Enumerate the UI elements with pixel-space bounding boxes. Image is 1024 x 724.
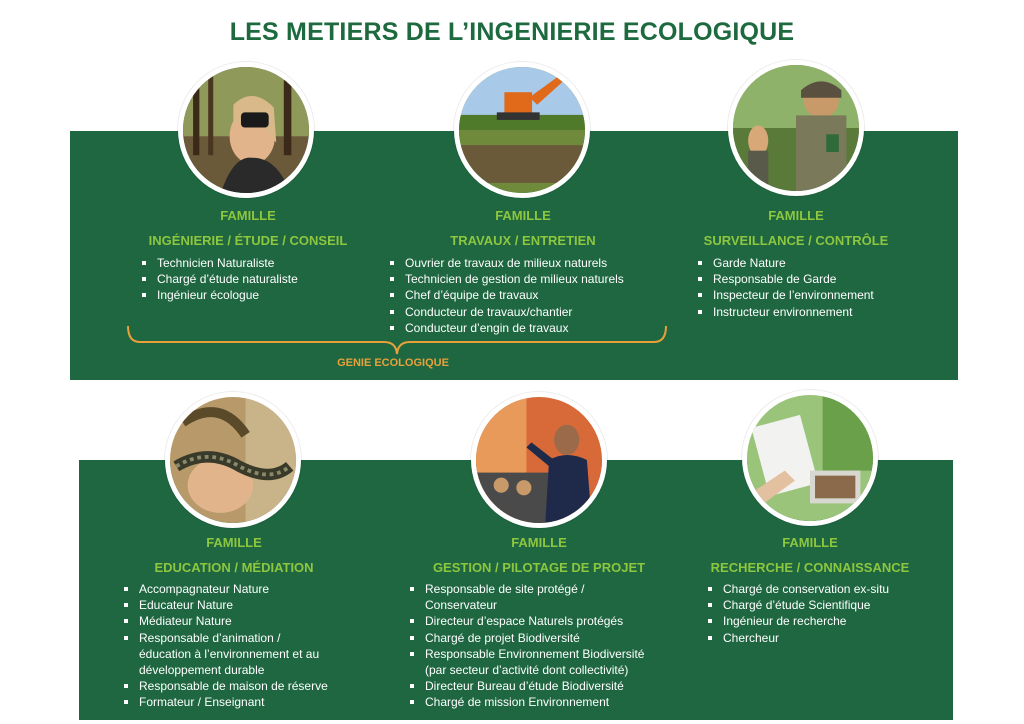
list-item: Directeur Bureau d’étude Biodiversité — [408, 678, 644, 694]
list-item: Chargé de conservation ex-situ — [706, 581, 889, 597]
job-list-recherche — [706, 581, 889, 646]
list-item: Chargé d’étude naturaliste — [140, 271, 298, 287]
list-item: Ingénieur écologue — [140, 287, 298, 303]
family-name: SURVEILLANCE / CONTRÔLE — [703, 233, 889, 248]
list-item: Chercheur — [706, 630, 889, 646]
family-label: FAMILLE — [206, 535, 262, 550]
family-heading-ingenierie — [128, 208, 368, 249]
list-item: Conducteur d’engin de travaux — [388, 320, 624, 336]
list-item: Responsable de site protégé / — [408, 581, 644, 597]
family-name: TRAVAUX / ENTRETIEN — [450, 233, 596, 248]
family-label: FAMILLE — [495, 208, 551, 223]
photo-speaker — [471, 392, 607, 528]
list-item: Chargé d’étude Scientifique — [706, 597, 889, 613]
family-heading-recherche — [690, 535, 930, 576]
photo-researcher — [742, 390, 878, 526]
list-item: Inspecteur de l’environnement — [696, 287, 874, 303]
page-title: LES METIERS DE L’INGENIERIE ECOLOGIQUE — [229, 18, 795, 46]
family-name: INGÉNIERIE / ÉTUDE / CONSEIL — [148, 233, 348, 248]
list-item: Ingénieur de recherche — [706, 613, 889, 629]
list-item: Responsable de Garde — [696, 271, 874, 287]
family-heading-gestion — [416, 535, 662, 576]
list-item: Chargé de mission Environnement — [408, 694, 644, 710]
family-heading-surveillance — [676, 208, 916, 249]
family-name: EDUCATION / MÉDIATION — [154, 560, 314, 575]
family-label: FAMILLE — [511, 535, 567, 550]
list-item: éducation à l’environnement et au — [139, 646, 320, 661]
list-item: Médiateur Nature — [122, 613, 328, 629]
list-item: développement durable — [139, 663, 265, 678]
list-item: Instructeur environnement — [696, 304, 874, 320]
photo-ranger — [728, 60, 864, 196]
list-item: Chargé de projet Biodiversité — [408, 630, 644, 646]
family-heading-travaux — [400, 208, 646, 249]
photo-excavator — [454, 62, 590, 198]
list-item: Responsable de maison de réserve — [122, 678, 328, 694]
job-list-ingenierie — [140, 255, 298, 304]
list-item: Responsable Environnement Biodiversité — [408, 646, 644, 662]
list-item: Conservateur — [425, 598, 498, 613]
genie-brace — [126, 322, 668, 356]
job-list-surveillance — [696, 255, 874, 320]
family-name: RECHERCHE / CONNAISSANCE — [710, 560, 910, 575]
family-label: FAMILLE — [782, 535, 838, 550]
list-item: Garde Nature — [696, 255, 874, 271]
list-item: Ouvrier de travaux de milieux naturels — [388, 255, 624, 271]
family-heading-education — [114, 535, 354, 576]
list-item: Technicien Naturaliste — [140, 255, 298, 271]
job-list-education — [122, 581, 328, 711]
family-label: FAMILLE — [768, 208, 824, 223]
photo-binoculars — [178, 62, 314, 198]
list-item: (par secteur d’activité dont collectivité) — [425, 663, 629, 678]
list-item: Technicien de gestion de milieux naturels — [388, 271, 624, 287]
list-item: Formateur / Enseignant — [122, 694, 328, 710]
list-item: Accompagnateur Nature — [122, 581, 328, 597]
list-item: Directeur d’espace Naturels protégés — [408, 613, 644, 629]
list-item: Educateur Nature — [122, 597, 328, 613]
genie-ecologique-label: GENIE ECOLOGIQUE — [337, 357, 449, 369]
photo-snake — [165, 392, 301, 528]
list-item: Chef d’équipe de travaux — [388, 287, 624, 303]
list-item: Conducteur de travaux/chantier — [388, 304, 624, 320]
family-label: FAMILLE — [220, 208, 276, 223]
family-name: GESTION / PILOTAGE DE PROJET — [432, 560, 646, 575]
list-item: Responsable d’animation / — [122, 630, 328, 646]
job-list-gestion — [408, 581, 644, 711]
